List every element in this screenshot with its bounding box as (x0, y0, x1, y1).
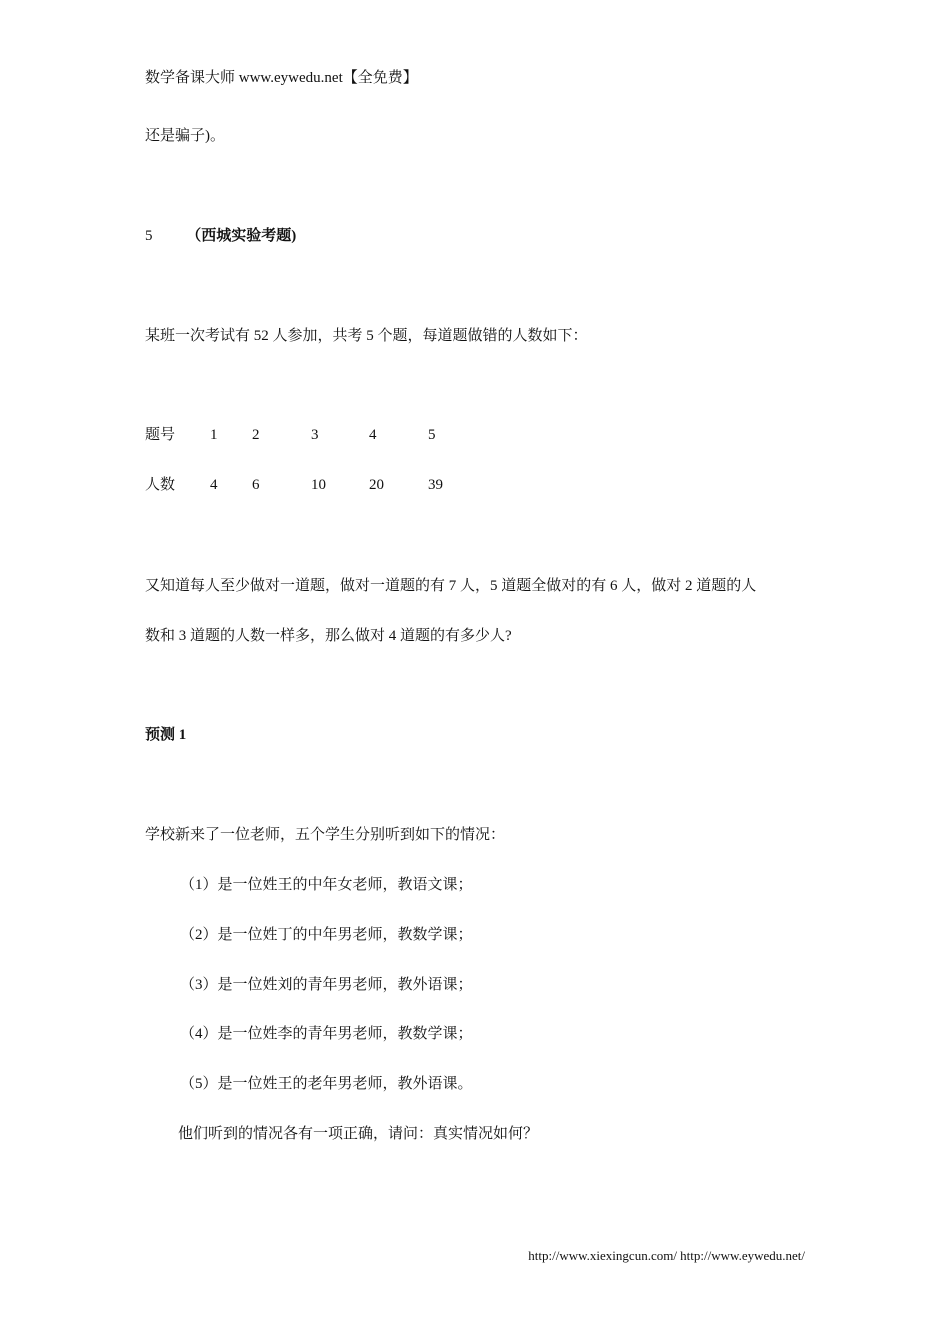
table-cell: 5 (428, 427, 436, 443)
table-cell: 39 (428, 477, 443, 493)
table-cell: 20 (369, 477, 384, 493)
table-cell: 10 (311, 477, 326, 493)
condition-text-line-1: 又知道每人至少做对一道题，做对一道题的有 7 人，5 道题全做对的有 6 人，做对 2 道题的人 (145, 578, 757, 594)
table-cell: 4 (369, 427, 377, 443)
table-cell: 4 (210, 477, 218, 493)
intro-tail-text: 还是骗子)。 (145, 128, 225, 144)
prediction-question: 他们听到的情况各有一项正确，请问：真实情况如何？ (178, 1126, 539, 1142)
table-cell: 6 (252, 477, 260, 493)
problem-statement: 某班一次考试有 52 人参加，共考 5 个题，每道题做错的人数如下： (145, 328, 588, 344)
list-item: （5）是一位姓王的老年男老师，教外语课。 (180, 1076, 473, 1092)
prediction-title: 预测 1 (145, 727, 187, 743)
page-footer: http://www.xiexingcun.com/ http://www.eywedu.net/ (528, 1248, 805, 1263)
list-item: （1）是一位姓王的中年女老师，教语文课； (180, 877, 473, 893)
prediction-statement: 学校新来了一位老师，五个学生分别听到如下的情况： (145, 827, 506, 843)
problem-source: （西城实验考题) (186, 228, 297, 244)
table-cell: 2 (252, 427, 260, 443)
list-item: （2）是一位姓丁的中年男老师，教数学课； (180, 927, 473, 943)
table-row-header-question: 题号 (145, 427, 176, 443)
problem-number: 5 (145, 228, 153, 244)
list-item: （4）是一位姓李的青年男老师，教数学课； (180, 1026, 473, 1042)
problem-5-heading (145, 226, 296, 246)
table-cell: 3 (311, 427, 319, 443)
table-row-header-count: 人数 (145, 477, 176, 493)
condition-text-line-2: 数和 3 道题的人数一样多，那么做对 4 道题的有多少人? (145, 628, 512, 644)
list-item: （3）是一位姓刘的青年男老师，教外语课； (180, 977, 473, 993)
page-header: 数学备课大师 www.eywedu.net【全免费】 (145, 70, 418, 86)
table-cell: 1 (210, 427, 218, 443)
